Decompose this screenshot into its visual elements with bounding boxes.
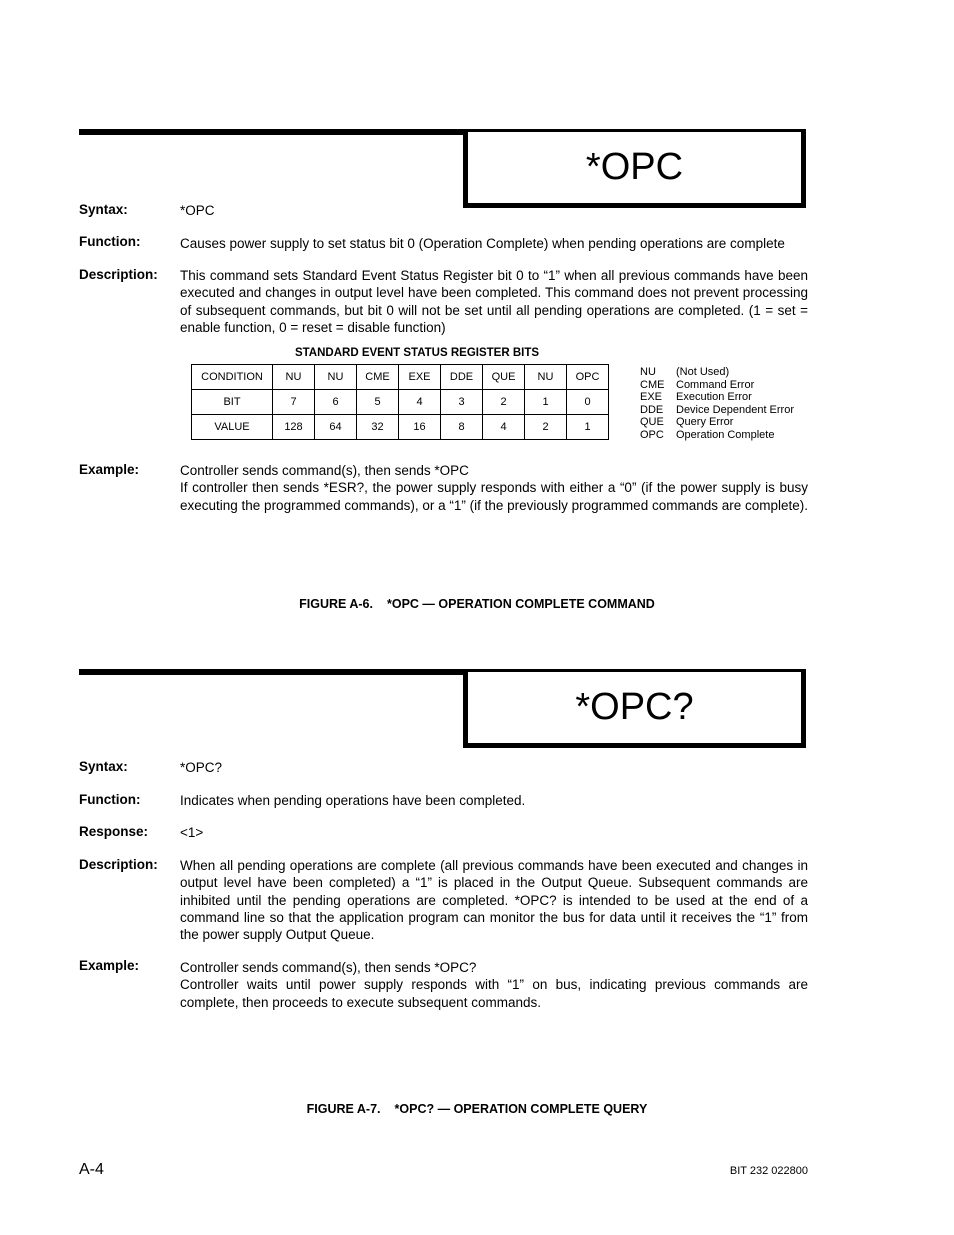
table-cell: 5 [357, 390, 399, 415]
table-cell: NU [525, 365, 567, 390]
table-row [192, 390, 609, 415]
table-cell: 2 [483, 390, 525, 415]
example-line: Controller sends command(s), then sends *OPC? [180, 960, 477, 975]
page-number: A-4 [79, 1161, 104, 1178]
figure-caption [0, 597, 954, 611]
syntax-label: Syntax: [79, 759, 128, 774]
description-label: Description: [79, 267, 158, 282]
function-label: Function: [79, 792, 141, 807]
command-title-box [463, 672, 806, 748]
table-cell: 4 [399, 390, 441, 415]
register-legend [640, 366, 794, 441]
table-cell: CME [357, 365, 399, 390]
legend-abbr: NU [640, 366, 656, 378]
example-block [180, 959, 808, 1011]
description-label: Description: [79, 857, 158, 872]
figure-title: *OPC? — OPERATION COMPLETE QUERY [394, 1102, 648, 1116]
table-cell: 2 [525, 415, 567, 440]
figure-title: *OPC — OPERATION COMPLETE COMMAND [387, 597, 655, 611]
table-cell: 7 [273, 390, 315, 415]
table-cell: 4 [483, 415, 525, 440]
legend-item [640, 366, 794, 379]
figure-caption [0, 1102, 954, 1116]
response-label: Response: [79, 824, 149, 839]
table-cell: 16 [399, 415, 441, 440]
command-title: *OPC [585, 146, 684, 188]
table-row [192, 365, 609, 390]
example-block [180, 462, 808, 514]
figure-number: FIGURE A-6. [299, 597, 373, 611]
legend-meaning: Execution Error [676, 391, 752, 403]
register-bits-table [191, 364, 609, 440]
legend-meaning: Operation Complete [676, 428, 775, 441]
legend-abbr: CME [640, 378, 665, 391]
table-cell: DDE [441, 365, 483, 390]
legend-meaning: Query Error [676, 416, 734, 428]
legend-abbr: DDE [640, 403, 664, 416]
table-cell: NU [315, 365, 357, 390]
table-cell: 1 [567, 415, 609, 440]
figure-number: FIGURE A-7. [306, 1102, 381, 1116]
function-label: Function: [79, 234, 141, 249]
legend-meaning: Command Error [676, 378, 755, 391]
table-cell: 8 [441, 415, 483, 440]
command-title-box [463, 132, 806, 208]
legend-meaning: (Not Used) [676, 366, 730, 378]
table-cell: NU [273, 365, 315, 390]
table-cell: 3 [441, 390, 483, 415]
document-id: BIT 232 022800 [729, 1165, 808, 1177]
description-value: When all pending operations are complete (all previous commands have been executed and changes in output level have been completed) a “1” is placed in the Output Queue. Subsequent commands are inhibited until the pending operations are completed. *OPC? is intended to be used at the end of a command line so that the application program can monitor the bus for data until it receives the “1” from the power supply Output Queue. [180, 858, 808, 943]
table-cell: 0 [567, 390, 609, 415]
syntax-value: *OPC? [180, 760, 223, 775]
legend-abbr: QUE [640, 416, 664, 428]
example-line: Controller waits until power supply responds with “1” on bus, indicating previous commands are complete, then proceeds to execute subsequent commands. [180, 977, 808, 1010]
function-value: Causes power supply to set status bit 0 (Operation Complete) when pending operations are complete [180, 236, 785, 251]
table-cell: OPC [567, 365, 609, 390]
legend-meaning: Device Dependent Error [676, 403, 795, 416]
syntax-label: Syntax: [79, 202, 128, 217]
table-cell: 128 [273, 415, 315, 440]
table-cell: 1 [525, 390, 567, 415]
example-line: If controller then sends *ESR?, the power supply responds with either a “0” (if the power supply is busy executing the programmed commands), or a “1” (if the previously programmed commands are complete). [180, 480, 809, 513]
table-row-header: VALUE [192, 415, 273, 440]
table-cell: EXE [399, 365, 441, 390]
table-row-header: BIT [192, 390, 273, 415]
table-cell: 6 [315, 390, 357, 415]
legend-item [640, 391, 794, 404]
legend-abbr: EXE [640, 391, 663, 403]
legend-item [640, 379, 794, 392]
syntax-value: *OPC [180, 203, 215, 218]
legend-item [640, 416, 794, 429]
function-value: Indicates when pending operations have been completed. [180, 793, 526, 808]
example-label: Example: [79, 958, 140, 973]
table-row-header: CONDITION [192, 365, 273, 390]
table-cell: 32 [357, 415, 399, 440]
command-title: *OPC? [575, 686, 694, 728]
response-value: <1> [180, 825, 204, 840]
table-cell: 64 [315, 415, 357, 440]
legend-item [640, 404, 794, 417]
legend-abbr: OPC [640, 428, 664, 441]
example-line: Controller sends command(s), then sends *OPC [180, 463, 469, 478]
example-label: Example: [79, 462, 140, 477]
legend-item [640, 429, 794, 442]
table-cell: QUE [483, 365, 525, 390]
description-value: This command sets Standard Event Status Register bit 0 to “1” when all previous commands have been executed and changes in output level have been completed. This command does not prevent processing of subsequent commands, but bit 0 will not be set until all pending operations are completed. (1 = set = enable function, 0 = reset = disable function) [180, 268, 808, 335]
table-row [192, 415, 609, 440]
register-table-title: STANDARD EVENT STATUS REGISTER BITS [294, 347, 540, 359]
